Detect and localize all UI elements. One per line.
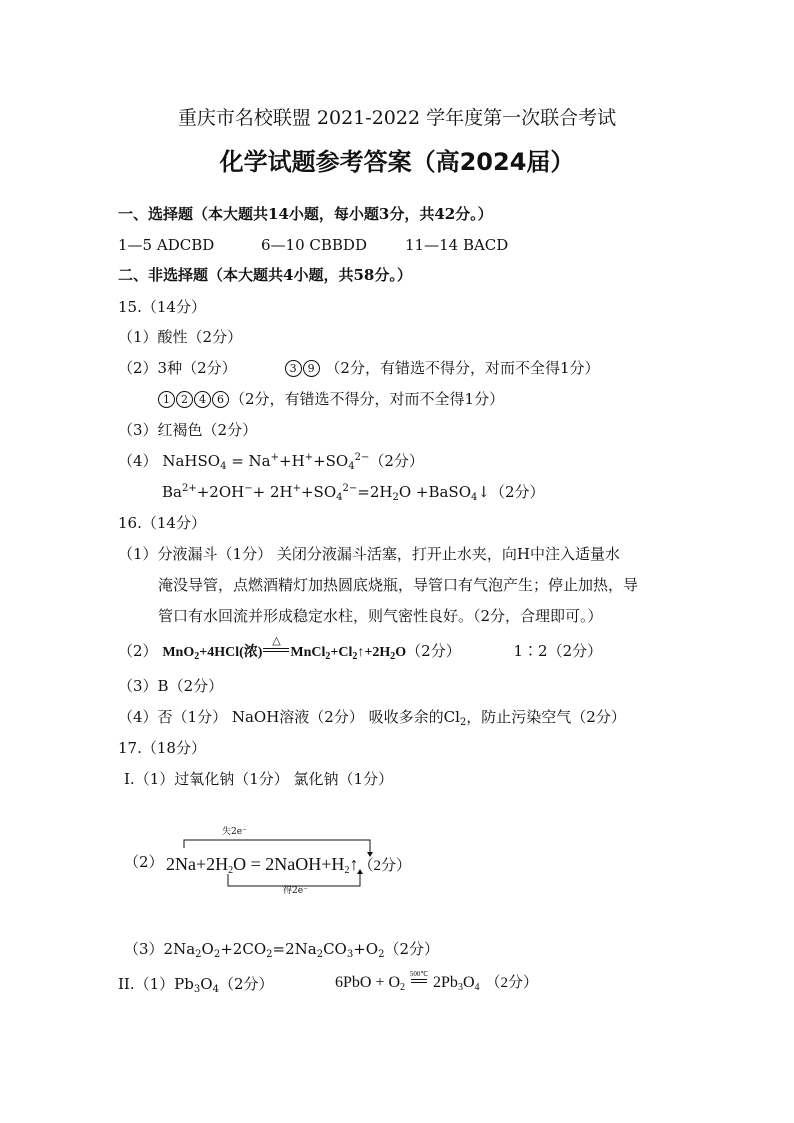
q16-answer-1-line3: 管口有水回流并形成稳定水柱，则气密性良好。（2分，合理即可。） xyxy=(158,607,603,625)
q17-part-ii-answer-1 xyxy=(118,974,273,994)
circled-number: 6 xyxy=(212,391,229,408)
circled-number: 2 xyxy=(176,391,193,408)
q16-answer-2 xyxy=(118,635,603,663)
exam-title: 重庆市名校联盟 2021-2022 学年度第一次联合考试 xyxy=(177,107,617,129)
q15-head: 15.（14分） xyxy=(118,298,206,316)
circled-number: 9 xyxy=(303,360,320,377)
q15-answer-2b xyxy=(158,389,504,409)
answer-key-title: 化学试题参考答案（高2024届） xyxy=(219,148,575,176)
circled-number: 1 xyxy=(158,391,175,408)
q17-part-i-answer-3-score: （2分） xyxy=(384,940,440,958)
q16-answer-2-ratio: 1∶2（2分） xyxy=(513,642,603,660)
sodium-water-equation: $2Na+2H_2O$ = $2NaOH+H_2↑(2$分） xyxy=(166,854,411,876)
q15-answer-4b-score: （2分） xyxy=(489,483,545,501)
q16-answer-4: （4）否（1分） NaOH溶液（2分） 吸收多余的$Cl_2$，防止污染空气（2分） xyxy=(118,708,626,728)
mc-answers-6-10: 6—10 CBBDD xyxy=(261,236,367,254)
q16-answer-1-line1: （1）分液漏斗（1分） 关闭分液漏斗活塞，打开止水夹，向H中注入适量水 xyxy=(118,545,620,563)
q15-answer-4-score: （2分） xyxy=(369,452,424,470)
q17-part-i-answer-2-label: （2） xyxy=(124,853,164,871)
q15-answer-2 xyxy=(118,358,600,378)
pbo-oxidation-equation: $6PbO + O_2$ 500℃ $2Pb_3O_4$ （2分） xyxy=(335,972,538,994)
nahso4-ionization-equation: NaHSO$_4$ = $Na^++H^++SO_4^{2-}$ xyxy=(162,452,370,472)
q16-answer-4-text: （4）否（1分） NaOH溶液（2分） 吸收多余的 xyxy=(118,708,444,726)
q17-part-i-answer-1: I.（1）过氧化钠（1分） 氯化钠（1分） xyxy=(124,770,394,788)
barium-sulfate-ionic-equation: $Ba^{2+}+2OH^-+ 2H^++SO_4^{2-}=2H_2O$ +BaSO$_4$↓ xyxy=(162,483,490,503)
q17-part-ii-label: II.（1） xyxy=(118,975,175,993)
q15-answer-2b-note: （2分，有错选不得分，对而不全得1分） xyxy=(230,390,505,408)
q17-head: 17.（18分） xyxy=(118,739,206,757)
q16-answer-2-label: （2） xyxy=(118,642,158,660)
reaction-condition: 500℃ xyxy=(409,970,429,978)
q15-answer-3: （3）红褐色（2分） xyxy=(118,421,258,439)
circled-number: 4 xyxy=(194,391,211,408)
q17-part-i-answer-2-score: （2分） xyxy=(358,858,411,874)
q15-answer-4 xyxy=(118,451,424,471)
circled-number: 3 xyxy=(285,360,302,377)
part1-heading: 一、选择题（本大题共14小题，每小题3分，共42分。） xyxy=(118,205,493,223)
electron-gained-label: 得2e⁻ xyxy=(283,886,308,896)
q15-answer-4-label: （4） xyxy=(118,452,158,470)
heat-symbol: △ xyxy=(272,635,281,647)
mno2-hcl-equation: MnO$_2$+4HCl(浓) △ $MnCl_2+Cl_2↑+2H_2O$ xyxy=(162,645,406,660)
q16-answer-2-score: （2分） xyxy=(406,642,461,660)
q15-answer-2-prefix: （2）3种（2分） xyxy=(118,359,237,377)
q16-answer-4-tail: ，防止污染空气（2分） xyxy=(466,708,626,726)
q17-part-i-answer-3-label: （3） xyxy=(124,940,164,958)
part2-heading: 二、非选择题（本大题共4小题，共58分。） xyxy=(118,266,412,284)
q15-answer-2-note: （2分，有错选不得分，对而不全得1分） xyxy=(325,359,600,377)
q17-part-ii-score: （2分） xyxy=(218,975,274,993)
electron-lost-label: 失2e⁻ xyxy=(222,827,247,837)
pbo-equation-score: （2分） xyxy=(485,975,539,991)
mc-answers-1-5: 1—5 ADCBD xyxy=(118,236,215,254)
q16-head: 16.（14分） xyxy=(118,514,206,532)
mc-answers-11-14: 11—14 BACD xyxy=(405,236,509,254)
lead-oxide-formula: $Pb_3O_4$ xyxy=(174,975,219,995)
q16-answer-1-line2: 淹没导管，点燃酒精灯加热圆底烧瓶，导管口有气泡产生；停止加热，导 xyxy=(158,576,639,594)
q15-answer-4b xyxy=(162,482,545,502)
peroxide-co2-equation: $2Na_2O_2+2CO_2=2Na_2CO_3+O_2$ xyxy=(163,940,385,960)
q15-answer-1: （1）酸性（2分） xyxy=(118,328,243,346)
q17-part-i-answer-3 xyxy=(124,939,439,959)
q16-answer-3: （3）B（2分） xyxy=(118,677,224,695)
